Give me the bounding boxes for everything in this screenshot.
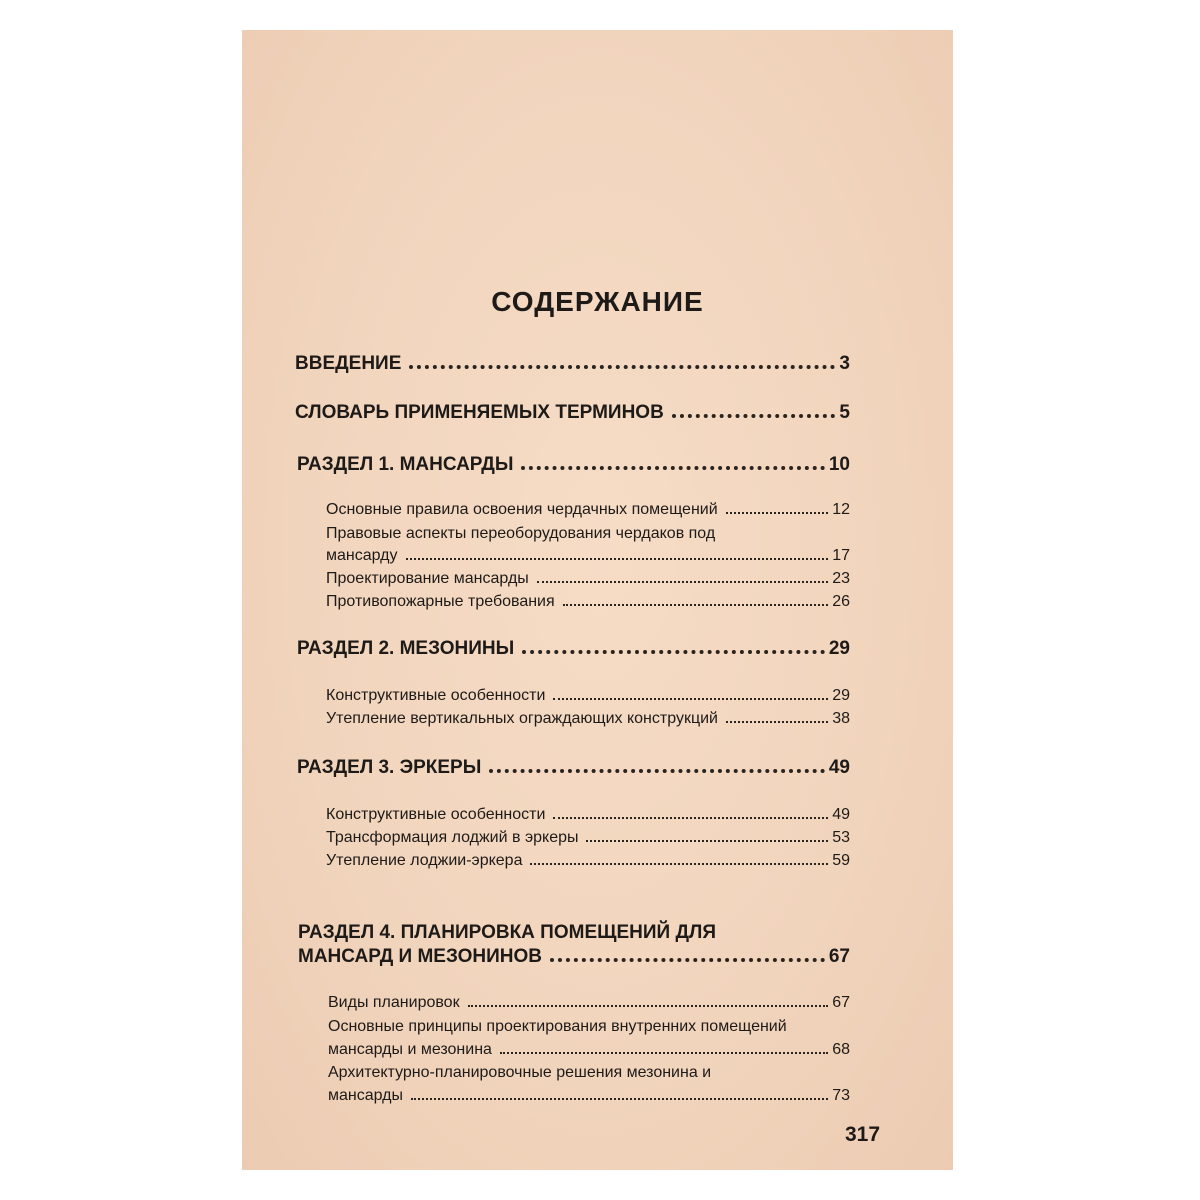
dot-leader — [553, 698, 828, 700]
toc-subentry — [326, 501, 850, 519]
toc-subentry — [328, 1041, 850, 1059]
toc-entry-page: 5 — [839, 402, 850, 423]
toc-entry-text: ВВЕДЕНИЕ — [295, 353, 402, 374]
toc-entry-text: Виды планировок — [328, 994, 460, 1011]
dot-leader — [409, 365, 835, 369]
dot-leader — [726, 512, 829, 514]
dot-leader — [500, 1052, 828, 1054]
toc-entry-text: Конструктивные особенности — [326, 806, 546, 823]
toc-entry-page: 17 — [832, 547, 850, 564]
toc-entry-page: 73 — [832, 1087, 850, 1104]
dot-leader — [411, 1098, 828, 1100]
toc-entry-text: РАЗДЕЛ 1. МАНСАРДЫ — [297, 454, 514, 475]
toc-entry-text: Основные правила освоения чердачных помещений — [326, 501, 718, 518]
dot-leader — [468, 1005, 829, 1007]
dot-leader — [537, 581, 828, 583]
toc-entry-page: 10 — [828, 454, 850, 475]
dot-leader — [530, 863, 828, 865]
toc-entry-text: РАЗДЕЛ 3. ЭРКЕРЫ — [297, 757, 482, 778]
toc-subentry-line: Архитектурно-планировочные решения мезонина и — [328, 1064, 712, 1081]
toc-entry-glossary — [295, 402, 850, 424]
toc-subentry — [326, 687, 850, 705]
toc-entry-section-3 — [297, 757, 850, 779]
book-page — [242, 30, 953, 1170]
toc-entry-page: 59 — [832, 852, 850, 869]
toc-subentry — [328, 994, 850, 1012]
dot-leader — [550, 958, 825, 962]
toc-entry-text: Проектирование мансарды — [326, 570, 529, 587]
toc-entry-page: 12 — [832, 501, 850, 518]
toc-subentry — [326, 570, 850, 588]
toc-entry-page: 26 — [832, 593, 850, 610]
toc-entry-page: 67 — [832, 994, 850, 1011]
toc-entry-text: РАЗДЕЛ 2. МЕЗОНИНЫ — [297, 638, 515, 659]
page-number: 317 — [845, 1123, 881, 1146]
toc-entry-text: Утепление лоджии-эркера — [326, 852, 523, 869]
toc-entry-page: 3 — [839, 353, 850, 374]
toc-entry-text: Противопожарные требования — [326, 593, 555, 610]
toc-entry-page: 49 — [832, 806, 850, 823]
toc-entry-section-4-line: РАЗДЕЛ 4. ПЛАНИРОВКА ПОМЕЩЕНИЙ ДЛЯ — [298, 922, 716, 943]
toc-entry-page: 53 — [832, 829, 850, 846]
toc-entry-page: 29 — [832, 687, 850, 704]
toc-entry-text: мансарды — [328, 1087, 403, 1104]
toc-entry-introduction — [295, 353, 850, 375]
dot-leader — [553, 817, 828, 819]
toc-entry-text: Трансформация лоджий в эркеры — [326, 829, 579, 846]
toc-subentry-line: Основные принципы проектирования внутренних помещений — [328, 1018, 787, 1035]
toc-subentry-line: Правовые аспекты переоборудования чердаков под — [326, 525, 716, 542]
toc-entry-text: мансарды и мезонина — [328, 1041, 492, 1058]
toc-entry-page: 67 — [828, 946, 850, 967]
dot-leader — [672, 414, 836, 418]
toc-entry-section-2 — [297, 638, 850, 660]
toc-entry-page: 68 — [832, 1041, 850, 1058]
toc-entry-page: 23 — [832, 570, 850, 587]
toc-subentry — [326, 593, 850, 611]
dot-leader — [726, 721, 828, 723]
dot-leader — [521, 466, 824, 470]
dot-leader — [522, 650, 825, 654]
dot-leader — [586, 840, 828, 842]
toc-entry-page: 38 — [832, 710, 850, 727]
toc-subentry — [326, 829, 850, 847]
toc-subentry — [326, 852, 850, 870]
toc-subentry — [328, 1087, 850, 1105]
toc-entry-text: МАНСАРД И МЕЗОНИНОВ — [298, 946, 542, 967]
toc-entry-text: Утепление вертикальных ограждающих конструкций — [326, 710, 718, 727]
toc-entry-page: 49 — [828, 757, 850, 778]
toc-subentry — [326, 547, 850, 565]
toc-entry-page: 29 — [828, 638, 850, 659]
toc-subentry — [326, 710, 850, 728]
page-title: СОДЕРЖАНИЕ — [491, 286, 704, 317]
toc-entry-section-1 — [297, 454, 850, 476]
dot-leader — [406, 558, 829, 560]
toc-entry-text: мансарду — [326, 547, 398, 564]
toc-entry-section-4 — [298, 946, 850, 968]
dot-leader — [489, 769, 825, 773]
dot-leader — [563, 604, 829, 606]
toc-entry-text: Конструктивные особенности — [326, 687, 546, 704]
toc-subentry — [326, 806, 850, 824]
toc-entry-text: СЛОВАРЬ ПРИМЕНЯЕМЫХ ТЕРМИНОВ — [295, 402, 664, 423]
